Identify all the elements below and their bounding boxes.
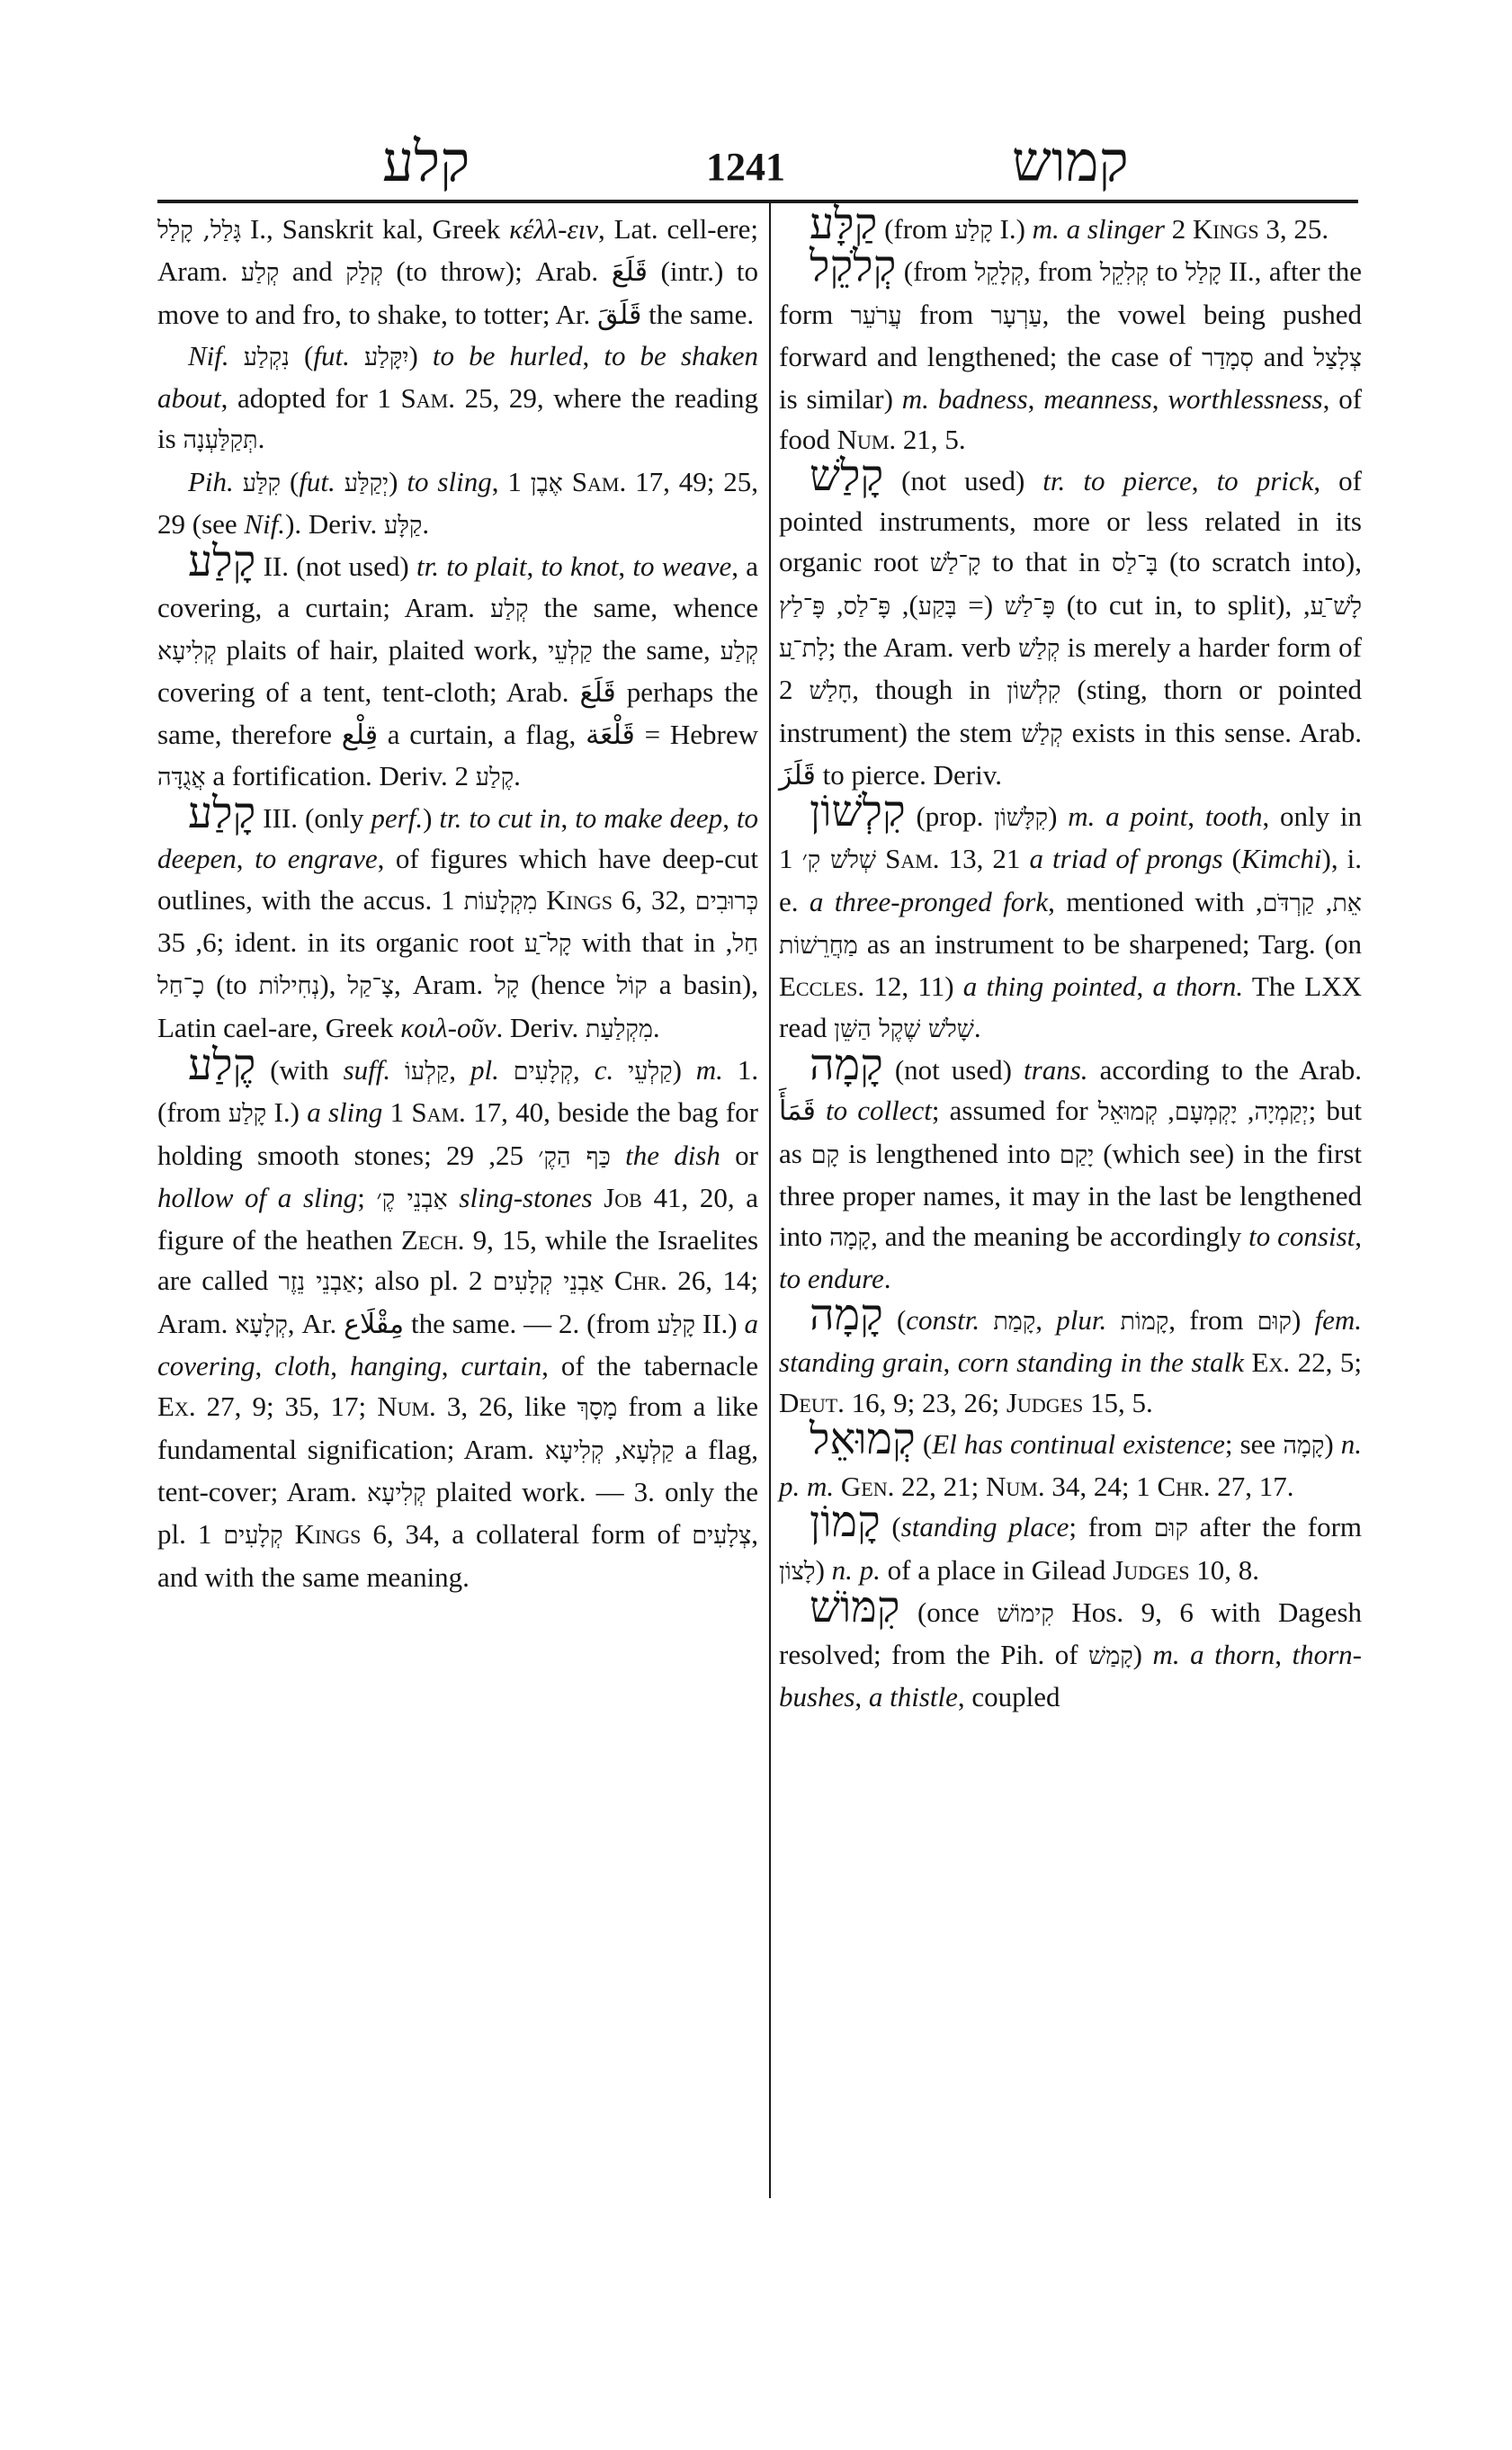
entry-headword: קָלַע bbox=[188, 788, 256, 839]
entry-body: Pih. קִלַּע (fut. יְקַלַּע) to sling, אֶבֶן 1 Sam. 17, 49; 25, 29 (see Nif.). Deriv. קַלָּע. bbox=[157, 465, 759, 541]
dictionary-entry bbox=[779, 1289, 1363, 1424]
page-number: 1241 bbox=[706, 145, 785, 189]
entry-headword: קֶלַע bbox=[188, 1039, 256, 1090]
running-head bbox=[157, 126, 1358, 198]
dictionary-entry bbox=[779, 1413, 1363, 1507]
running-head-right-word: קמוש bbox=[1012, 129, 1129, 194]
entry-body: (once קִימוֹשׁ Hos. 9, 6 with Dagesh resolved; from the Pih. of קָמַשׁ) m. a thorn, thorn-bushes, a thistle, coupled bbox=[779, 1596, 1363, 1713]
entry-headword: קָמָה bbox=[810, 1289, 883, 1340]
dictionary-entry bbox=[779, 241, 1363, 460]
dictionary-entry bbox=[779, 1581, 1363, 1718]
entry-body: (not used) trans. according to the Arab. قَمَأَ to collect; assumed for יְקַמְיָה, יָקְמְעָם, קְמוּאֵל ; but as קָם is lengthened into יָקַם (which see) in the first three proper names, it may in the last be lengthened into קָמָה, and the meaning be accordingly to consist, to endure. bbox=[779, 1053, 1363, 1295]
entry-body: (with suff. קַלְעוֹ, pl. קְלָעִים, c. קַלְעֵי) m. 1. (from קָלַע I.) a sling 1 Sam. 17, 40, beside the bag for holding smooth stones; כַּף הַקֶ׳ 25, 29 the dish or hollow of a sling; אַבְנֵי קֶ׳ sling-stones Job 41, 20, a figure of the heathen Zech. 9, 15, while the Israelites are called אַבְנֵי נֵזֶר; also pl. אַבְנֵי קְלָעִים 2 Chr. 26, 14; Aram. קְלָעָא, Ar. مِقْلَاع the same. — 2. (from קָלַע II.) a covering, cloth, hanging, curtain, of the tabernacle Ex. 27, 9; 35, 17; Num. 3, 26, like מָסָךְ from a like fundamental signification; Aram. קַלְעָא, קְלִיעָא a flag, tent-cover; Aram. קְלִיעָא plaited work. — 3. only the pl. קְלָעִים 1 Kings 6, 34, a collateral form of צְלָעִים, and with the same meaning. bbox=[157, 1053, 759, 1593]
column-divider bbox=[769, 203, 771, 2198]
dictionary-entry bbox=[779, 450, 1363, 796]
left-column bbox=[157, 209, 758, 1597]
entry-headword: קָמוֹן bbox=[810, 1497, 881, 1548]
dictionary-entry bbox=[779, 1039, 1363, 1300]
dictionary-entry bbox=[779, 786, 1363, 1050]
entry-headword: קָלַע bbox=[188, 536, 256, 587]
dictionary-entry bbox=[157, 788, 759, 1050]
entry-body: (El has continual existence; see קָמָה) n. p. m. Gen. 22, 21; Num. 34, 24; 1 Chr. 27, 17. bbox=[779, 1427, 1363, 1502]
header-rule bbox=[157, 200, 1358, 203]
entry-body: (standing place; from קוּם after the form לָצוֹן) n. p. of a place in Gilead Judges 10, 8. bbox=[779, 1511, 1363, 1586]
entry-body: (prop. קִלָּשׁוֹן) m. a point, tooth, only in שְׁלֹשׁ קִ׳ 1 Sam. 13, 21 a triad of prongs (Kimchi), i. e. a three-pronged fork, mentioned with אֵת, קַרְדֹּם, מַחֲרֵשׁוֹת as an instrument to be sharpened; Targ. (on Eccles. 12, 11) a thing pointed, a thorn. The LXX read שָׁלֹשׁ שֶׁקֶל הַשֵּׁן. bbox=[779, 800, 1363, 1043]
entry-headword: קָמָה bbox=[810, 1039, 883, 1090]
entry-body: (from קְלָקֵל, from קְלִקֵל to קָלַל II., after the form עֲרֹעֵר from עַרְעָר, the vowel being pushed forward and lengthened; the case of סְמָדַר and צְלָצַל is similar) m. badness, meanness, worthlessness, of food Num. 21, 5. bbox=[779, 255, 1363, 456]
dictionary-entry bbox=[157, 335, 758, 461]
entry-body: (not used) tr. to pierce, to prick, of pointed instruments, more or less related in its organic root קָ־לַשׁ to that in בָּ־לַס (to scratch into), פָּ־לַשׁ (= בָּקַע), פָּ־לַס, פָּ־לַץ (to cut in, to split), לָשׁ־ַע, לָת־ַע; the Aram. verb קְלַשׁ is merely a harder form of חָלַשׁ 2, though in קִלְשׁוֹן (sting, thorn or pointed instrument) the stem קְלַשׁ exists in this sense. Arab. قَلَزَ to pierce. Deriv. bbox=[779, 464, 1363, 791]
dictionary-entry bbox=[157, 461, 758, 547]
running-head-left-word: קלע bbox=[382, 129, 470, 194]
entry-headword: קְמוּאֵל bbox=[810, 1413, 916, 1464]
dictionary-entry bbox=[157, 1039, 759, 1597]
entry-body: Nif. נִקְלַע (fut. יִקָּלַע) to be hurled, to be shaken about, adopted for 1 Sam. 25, 29, where the reading is תְּקַלַּעְנָה. bbox=[157, 339, 759, 455]
entry-body: גָּלַל, קָלַל I., Sanskrit kal, Greek κέλλ-ειν, Lat. cell-ere; Aram. קְלַע and קְלַק (to throw); Arab. قَلَعَ (intr.) to move to and fro, to shake, to totter; Ar. قَلَقَ the same. bbox=[157, 213, 759, 331]
dictionary-entry bbox=[157, 209, 758, 335]
entry-headword: קְלֹקֵל bbox=[810, 241, 897, 292]
entry-body: III. (only perf.) tr. to cut in, to make deep, to deepen, to engrave, of figures which have deep-cut outlines, with the accus. מִקְלָעוֹת 1 Kings 6, 32, כְּרוּבִים 6, 35; ident. in its organic root קָל־ַע with that in חַל, כָ־חַל (to נְחִילוֹת), צָ־קַל, Aram. קָל (hence קוֹל a basin), Latin cael-are, Greek κοιλ-οῦν. Deriv. מִקְלַעַת. bbox=[157, 802, 759, 1043]
entry-body: (from קָלַע I.) m. a slinger 2 Kings 3, 25. bbox=[884, 213, 1329, 245]
entry-headword: קַלָּע bbox=[810, 199, 878, 249]
dictionary-entry bbox=[779, 1497, 1363, 1592]
entry-body: (constr. קָמַת, plur. קָמוֹת, from קוּם) fem. standing grain, corn standing in the stalk Ex. 22, 5; Deut. 16, 9; 23, 26; Judges 15, 5. bbox=[779, 1303, 1363, 1419]
entry-body: II. (not used) tr. to plait, to knot, to weave, a covering, a curtain; Aram. קְלַע the same, whence קְלִיעָא plaits of hair, plaited work, קַלְעֵי the same, קְלַע covering of a tent, tent-cloth; Arab. قَلَعَ perhaps the same, therefore قِلْع a curtain, a flag, قَلْعَة = Hebrew אֲגֻדָּה a fortification. Deriv. קֶלַע 2. bbox=[157, 550, 759, 791]
dictionary-entry bbox=[157, 536, 759, 798]
entry-headword: קִמּוֹשׁ bbox=[810, 1581, 900, 1632]
entry-headword: קִלְשׁוֹן bbox=[810, 786, 906, 837]
right-column bbox=[779, 199, 1363, 1718]
entry-headword: קָלַשׁ bbox=[810, 450, 884, 501]
